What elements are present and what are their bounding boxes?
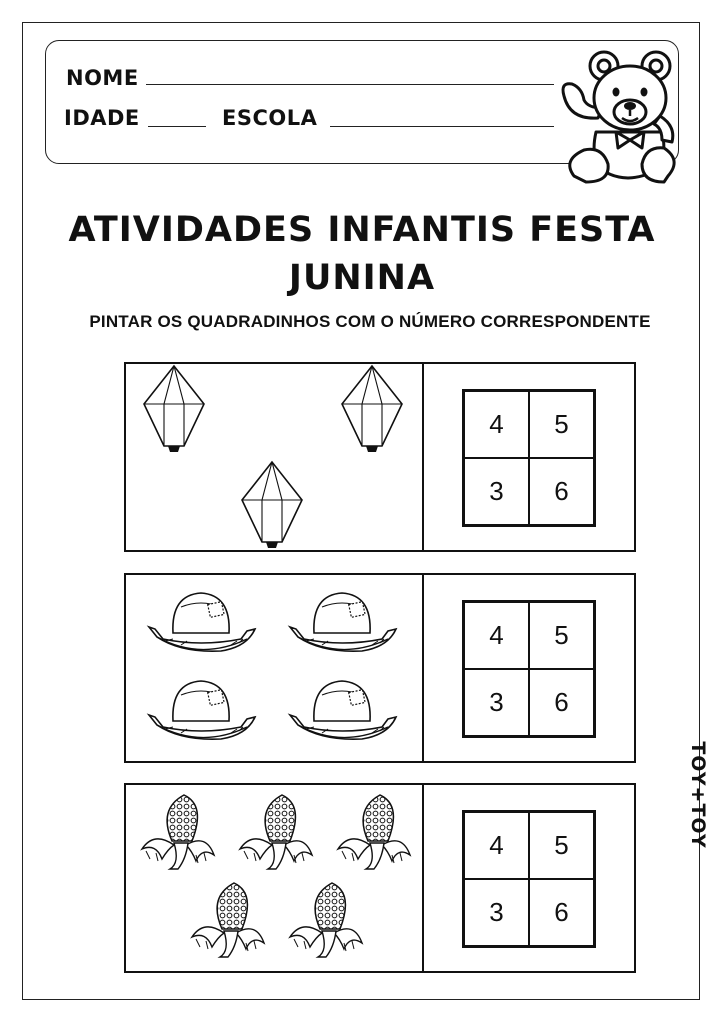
number-cell[interactable]: 6 <box>529 669 594 736</box>
row-divider <box>422 575 424 761</box>
number-cell[interactable]: 5 <box>529 391 594 458</box>
brand-watermark-text: TOY+TOY <box>687 741 709 849</box>
school-field[interactable] <box>330 126 554 127</box>
number-cell[interactable]: 5 <box>529 812 594 879</box>
number-cell[interactable]: 6 <box>529 458 594 525</box>
straw-hat-icon <box>290 681 396 739</box>
number-cell[interactable]: 3 <box>464 879 529 946</box>
number-cell[interactable]: 4 <box>464 812 529 879</box>
row-divider <box>422 785 424 971</box>
activity-row-corn <box>124 783 636 973</box>
balloon-icon <box>342 366 402 452</box>
number-cell[interactable]: 4 <box>464 602 529 669</box>
teddy-bear-icon <box>556 48 690 186</box>
age-field[interactable] <box>148 126 206 127</box>
number-grid <box>462 600 596 738</box>
number-cell[interactable]: 6 <box>529 879 594 946</box>
corn-icon <box>240 795 312 869</box>
straw-hat-icon <box>290 593 396 651</box>
brand-watermark <box>678 720 718 870</box>
straw-hat-icon <box>149 681 255 739</box>
number-cell[interactable]: 5 <box>529 602 594 669</box>
activity-row-balloons <box>124 362 636 552</box>
corn-pictures <box>126 785 422 971</box>
name-label: NOME <box>66 66 139 90</box>
page-title: ATIVIDADES INFANTIS FESTA <box>68 210 656 250</box>
balloon-icon <box>144 366 204 452</box>
school-label: ESCOLA <box>222 106 318 130</box>
corn-icon <box>192 883 264 957</box>
number-cell[interactable]: 3 <box>464 458 529 525</box>
number-cell[interactable]: 3 <box>464 669 529 736</box>
balloon-pictures <box>126 364 422 550</box>
number-cell[interactable]: 4 <box>464 391 529 458</box>
instruction-text: PINTAR OS QUADRADINHOS COM O NÚMERO CORRESPONDENTE <box>89 312 651 331</box>
age-label: IDADE <box>64 106 140 130</box>
number-grid <box>462 810 596 948</box>
row-divider <box>422 364 424 550</box>
corn-icon <box>290 883 362 957</box>
hat-pictures <box>126 575 422 761</box>
straw-hat-icon <box>149 593 255 651</box>
number-grid <box>462 389 596 527</box>
page-title-line2: JUNINA <box>288 258 436 298</box>
corn-icon <box>338 795 410 869</box>
balloon-icon <box>242 462 302 548</box>
activity-row-hats <box>124 573 636 763</box>
corn-icon <box>142 795 214 869</box>
name-field[interactable] <box>146 84 554 85</box>
